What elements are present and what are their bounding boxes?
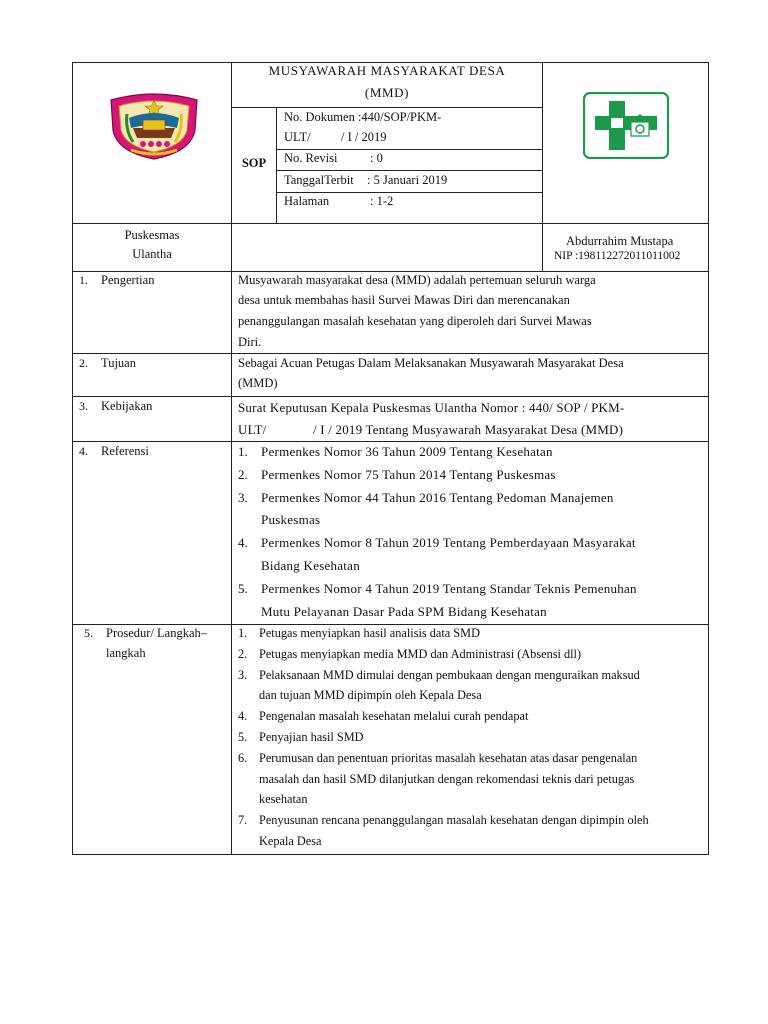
list-item-text: Petugas menyiapkan hasil analisis data SMD xyxy=(259,626,480,640)
table-border-right xyxy=(708,62,709,855)
puskesmas-location: Ulantha xyxy=(132,247,172,261)
revision-label: No. Revisi xyxy=(284,151,338,165)
doc-number-label: No. Dokumen :440/SOP/PKM- xyxy=(284,110,442,124)
document-title-abbr: (MMD) xyxy=(364,85,410,100)
section-label-pengertian: Pengertian xyxy=(101,273,155,287)
row-divider-header xyxy=(72,223,709,224)
list-item-text: Bidang Kesehatan xyxy=(261,558,360,573)
list-item-number: 2. xyxy=(238,646,248,661)
list-item-text: Penyusunan rencana penanggulangan masalah kesehatan dengan dipimpin oleh xyxy=(259,813,649,828)
section-label-tujuan: Tujuan xyxy=(101,356,136,370)
list-item-text: Petugas menyiapkan media MMD dan Administrasi (Absensi dll) xyxy=(259,646,582,661)
list-item-text: Permenkes Nomor 75 Tahun 2014 Tentang Puskesmas xyxy=(261,466,556,482)
section-label-prosedur: Prosedur/ Langkah– xyxy=(106,626,208,640)
signer-name: Abdurrahim Mustapa xyxy=(566,234,674,248)
puskesmas-name: Puskesmas xyxy=(124,228,180,242)
row-divider-title xyxy=(231,107,542,108)
document-title: MUSYAWARAH MASYARAKAT DESA xyxy=(268,63,506,78)
regional-emblem-icon xyxy=(107,86,201,161)
row-divider-pengertian xyxy=(72,353,709,354)
revision-value: : 0 xyxy=(370,151,383,165)
sop-label: SOP xyxy=(241,156,267,170)
list-item-text: Permenkes Nomor 44 Tahun 2016 Tentang Pedoman Manajemen xyxy=(261,489,614,505)
list-item-text: Mutu Pelayanan Dasar Pada SPM Bidang Kesehatan xyxy=(261,603,547,619)
issue-date-label: TanggalTerbit xyxy=(284,173,354,187)
section-label-kebijakan: Kebijakan xyxy=(101,399,153,413)
row-divider-referensi xyxy=(72,624,709,625)
page-value: : 1-2 xyxy=(370,194,394,208)
col-divider-left xyxy=(231,62,232,855)
list-item-number: 5. xyxy=(238,730,248,744)
list-item-text: Permenkes Nomor 8 Tahun 2019 Tentang Pemberdayaan Masyarakat xyxy=(261,535,636,551)
puskesmas-cross-icon xyxy=(583,92,669,159)
section-number: 3. xyxy=(79,399,88,413)
list-item-number: 1. xyxy=(238,626,248,640)
list-item-number: 6. xyxy=(238,750,248,765)
pengertian-text-line: desa untuk membahas hasil Survei Mawas Diri dan merencanakan xyxy=(238,293,570,307)
table-border-left xyxy=(72,62,73,855)
list-item-text: Penyajian hasil SMD xyxy=(259,730,364,744)
section-number: 4. xyxy=(79,444,88,458)
list-item-text: Perumusan dan penentuan prioritas masalah kesehatan atas dasar pengenalan xyxy=(259,750,638,765)
kebijakan-text-line: / I / 2019 Tentang Musyawarah Masyarakat Desa (MMD) xyxy=(313,422,624,437)
row-divider-puskesmas xyxy=(72,271,709,272)
tujuan-text-line: (MMD) xyxy=(238,376,278,390)
doc-number-year: / I / 2019 xyxy=(341,130,387,144)
doc-number-cont: ULT/ xyxy=(284,130,311,144)
list-item-text: Permenkes Nomor 4 Tahun 2019 Tentang Standar Teknis Pemenuhan xyxy=(261,580,637,596)
list-item-text: Kepala Desa xyxy=(259,834,322,848)
col-divider-right-header xyxy=(542,62,543,272)
section-number: 5. xyxy=(84,626,93,640)
list-item-number: 4. xyxy=(238,535,248,551)
list-item-number: 7. xyxy=(238,813,248,828)
list-item-text: dan tujuan MMD dipimpin oleh Kepala Desa xyxy=(259,688,482,703)
list-item-text: masalah dan hasil SMD dilanjutkan dengan rekomendasi teknis dari petugas xyxy=(259,771,635,786)
list-item-text: Puskesmas xyxy=(261,512,321,528)
list-item-number: 5. xyxy=(238,580,248,596)
list-item-text: Pelaksanaan MMD dimulai dengan pembukaan dengan menguraikan maksud xyxy=(259,667,640,682)
pengertian-text-line: Diri. xyxy=(238,335,262,349)
signer-nip: NIP :198112272011011002 xyxy=(554,250,681,262)
list-item-text: kesehatan xyxy=(259,792,308,807)
col-divider-sop xyxy=(276,107,277,223)
section-label-prosedur-cont: langkah xyxy=(106,646,146,660)
issue-date-value: : 5 Januari 2019 xyxy=(367,173,448,187)
list-item-text: Pengenalan masalah kesehatan melalui curah pendapat xyxy=(259,709,529,724)
list-item-number: 3. xyxy=(238,489,248,505)
list-item-text: Permenkes Nomor 36 Tahun 2009 Tentang Kesehatan xyxy=(261,444,553,459)
kebijakan-text-line: ULT/ xyxy=(238,422,267,437)
section-number: 1. xyxy=(79,273,88,287)
list-item-number: 2. xyxy=(238,466,248,482)
section-number: 2. xyxy=(79,356,88,370)
row-divider-revisi xyxy=(276,149,542,150)
pengertian-text-line: penanggulangan masalah kesehatan yang diperoleh dari Survei Mawas xyxy=(238,314,592,328)
list-item-number: 1. xyxy=(238,444,248,459)
kebijakan-text-line: Surat Keputusan Kepala Puskesmas Ulantha Nomor : 440/ SOP / PKM- xyxy=(238,400,625,415)
page-label: Halaman xyxy=(284,194,330,208)
tujuan-text-line: Sebagai Acuan Petugas Dalam Melaksanakan Musyawarah Masyarakat Desa xyxy=(238,356,624,370)
row-divider-halaman xyxy=(276,192,542,193)
row-divider-tujuan xyxy=(72,396,709,397)
row-divider-terbit xyxy=(276,170,542,171)
section-label-referensi: Referensi xyxy=(101,444,149,458)
list-item-number: 3. xyxy=(238,667,248,682)
table-border-bottom xyxy=(72,854,709,855)
row-divider-kebijakan xyxy=(72,441,709,442)
pengertian-text-line: Musyawarah masyarakat desa (MMD) adalah pertemuan seluruh warga xyxy=(238,273,596,287)
list-item-number: 4. xyxy=(238,709,248,724)
